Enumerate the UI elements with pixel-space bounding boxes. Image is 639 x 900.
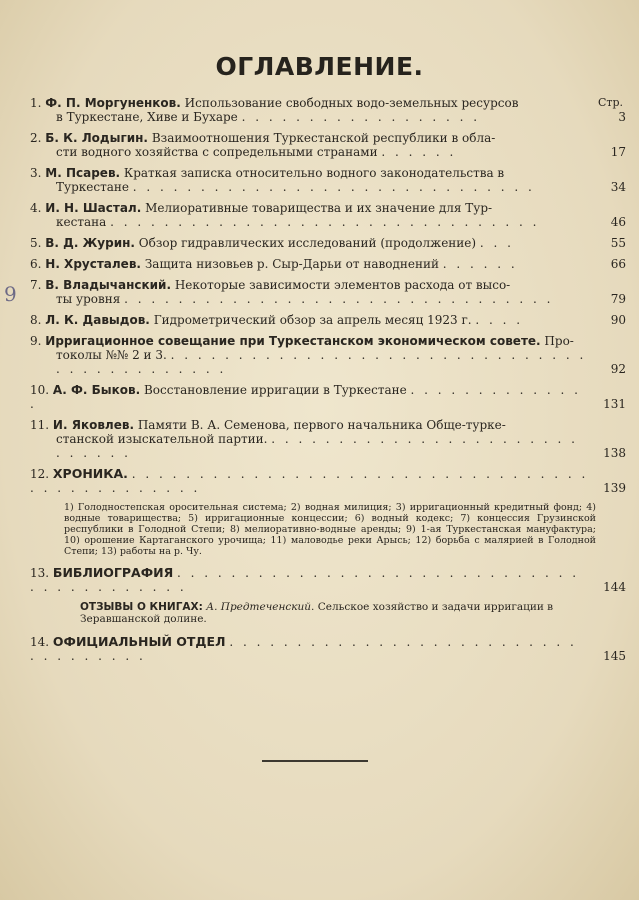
entry-title-cont: ты уровня <box>56 292 121 306</box>
entry-title: Краткая записка относительно водного законодательства в <box>123 166 505 180</box>
entry-author: Н. Хрусталев. <box>45 257 141 271</box>
entry-number: 7. <box>30 278 42 292</box>
entry-title: Мелиоративные товарищества и их значение для Тур- <box>145 201 493 215</box>
entry-author: А. Ф. Быков. <box>52 383 141 397</box>
entry-author: Ф. П. Моргуненков. <box>45 96 181 110</box>
entry-page: 66 <box>610 257 626 271</box>
entry-page: 144 <box>603 580 626 594</box>
entry-author: И. Яковлев. <box>52 418 135 432</box>
entry-number: 6. <box>30 257 42 271</box>
entry-title: Некоторые зависимости элементов расхода от высо- <box>174 278 511 292</box>
book-reviews <box>80 601 596 625</box>
entry-page: 138 <box>603 446 626 460</box>
entry-title: Про- <box>544 334 574 348</box>
entry-title: Гидрометрический обзор за апрель месяц 1923 г. <box>153 313 472 327</box>
section-heading: ОФИЦИАЛЬНЫЙ ОТДЕЛ <box>52 634 226 649</box>
chronicle-contents: 1) Голодностепская оросительная система; 2) водная милиция; 3) ирригационный кредитный фонд; 4) водные товарищества; 5) ирригационные концессии; 6) водный кодекс; 7) концессия Грузинской республики в Голодной Степи; 8) мелиоративно-водные аренды; 9) 1-ая Туркестанская мануфактура; 10) орошение Картаганского урочища; 11) маловодье реки Арысь; 12) борьба с малярией в Голодной Степи; 13) работы на р. Чу. <box>64 502 596 557</box>
toc-entry[interactable]: 6. Н. Хрусталев. Защита низовьев р. Сыр-Дарьи от наводнений . . . . . . 66 <box>30 257 626 271</box>
entry-page: 3 <box>618 110 626 124</box>
entry-number: 13. <box>30 566 50 580</box>
toc-entry[interactable]: 11. И. Яковлев. Памяти В. А. Семенова, первого начальника Обще-турке- станской изыскательной партии. . . . . . . . . . . . . . . . . . . . . . . . . . . . . . 138 <box>30 418 626 460</box>
toc-entry-official[interactable]: 14. ОФИЦИАЛЬНЫЙ ОТДЕЛ . . . . . . . . . . . . . . . . . . . . . . . . . . . . . . . . . . . 145 <box>30 634 626 663</box>
entry-page: 17 <box>610 145 626 159</box>
entry-author: Л. К. Давыдов. <box>45 313 150 327</box>
entry-page: 90 <box>610 313 626 327</box>
margin-pencil-mark: 9 <box>4 282 17 306</box>
entry-heading: Ирригационное совещание при Туркестанском экономическом совете. <box>45 334 541 348</box>
entry-number: 3. <box>30 166 42 180</box>
entry-author: В. Владычанский. <box>45 278 171 292</box>
entry-page: 131 <box>603 397 626 411</box>
review-author: А. Предтеченский. <box>206 601 315 613</box>
entry-page: 139 <box>603 481 626 495</box>
toc-entry[interactable]: 9. Ирригационное совещание при Туркестанском экономическом совете. Про- токолы №№ 2 и 3. . . . . . . . . . . . . . . . . . . . . . . . . . . . . . . . . . . . . . . . . . . . . 92 <box>30 334 626 376</box>
entry-page: 46 <box>610 215 626 229</box>
review-label: ОТЗЫВЫ О КНИГАХ: <box>80 601 203 613</box>
toc-entry[interactable]: 10. А. Ф. Быков. Восстановление ирригации в Туркестане . . . . . . . . . . . . . . 131 <box>30 383 626 411</box>
entry-title: Взаимоотношения Туркестанской республики в обла- <box>151 131 496 145</box>
entry-number: 5. <box>30 236 42 250</box>
toc-entry-chronicle[interactable]: 12. ХРОНИКА. . . . . . . . . . . . . . . . . . . . . . . . . . . . . . . . . . . . . . . . . . . . . . . . 139 <box>30 466 626 495</box>
entry-page: 34 <box>610 180 626 194</box>
entry-title: Памяти В. А. Семенова, первого начальника Обще-турке- <box>137 418 506 432</box>
entry-title-cont: токолы №№ 2 и 3. <box>56 348 167 362</box>
entry-title-cont: станской изыскательной партии. <box>56 432 268 446</box>
section-heading: БИБЛИОГРАФИЯ <box>52 565 174 580</box>
entry-number: 1. <box>30 96 42 110</box>
entry-author: И. Н. Шастал. <box>45 201 142 215</box>
entry-page: 79 <box>610 292 626 306</box>
entry-number: 4. <box>30 201 42 215</box>
entry-title: Восстановление ирригации в Туркестане <box>143 383 407 397</box>
entry-number: 11. <box>30 418 50 432</box>
toc-entry[interactable]: 1. Ф. П. Моргуненков. Использование свободных водо-земельных ресурсов в Туркестане, Хиве и Бухаре . . . . . . . . . . . . . . . . . . 3 <box>30 96 626 124</box>
entry-number: 12. <box>30 467 50 481</box>
page-title: ОГЛАВЛЕНИЕ. <box>215 52 424 81</box>
closing-rule <box>262 760 368 762</box>
entry-title-cont: Туркестане <box>56 180 129 194</box>
entry-author: В. Д. Журин. <box>45 236 135 250</box>
review-text: Сельское хозяйство и задачи ирригации в Зеравшанской долине. <box>80 601 554 625</box>
entry-author: М. Псарев. <box>45 166 121 180</box>
entry-number: 8. <box>30 313 42 327</box>
entry-page: 92 <box>610 362 626 376</box>
page-column-label: Стр. <box>597 96 623 109</box>
entry-title-cont: кестана <box>56 215 107 229</box>
entry-title: Обзор гидравлических исследований (продолжение) <box>138 236 477 250</box>
entry-title-cont: в Туркестане, Хиве и Бухаре <box>56 110 238 124</box>
toc-entry[interactable]: 7. В. Владычанский. Некоторые зависимости элементов расхода от высо- ты уровня . . . . . . . . . . . . . . . . . . . . . . . . . . . . . . . . 79 <box>30 278 626 306</box>
toc-entry[interactable]: 3. М. Псарев. Краткая записка относительно водного законодательства в Туркестане . . . . . . . . . . . . . . . . . . . . . . . . . . . . . . 34 <box>30 166 626 194</box>
entry-number: 10. <box>30 383 50 397</box>
entry-number: 9. <box>30 334 42 348</box>
toc-entry-bibliography[interactable]: 13. БИБЛИОГРАФИЯ . . . . . . . . . . . . . . . . . . . . . . . . . . . . . . . . . . . . . . . . . . 144 <box>30 565 626 594</box>
entry-number: 2. <box>30 131 42 145</box>
table-of-contents <box>30 96 626 670</box>
toc-entry[interactable]: 4. И. Н. Шастал. Мелиоративные товарищества и их значение для Тур- кестана . . . . . . . . . . . . . . . . . . . . . . . . . . . . . . . . 46 <box>30 201 626 229</box>
entry-page: 145 <box>603 649 626 663</box>
entry-title-cont: сти водного хозяйства с сопредельными странами <box>56 145 378 159</box>
toc-entry[interactable]: 8. Л. К. Давыдов. Гидрометрический обзор за апрель месяц 1923 г. . . . . 90 <box>30 313 626 327</box>
entry-number: 14. <box>30 635 50 649</box>
entry-title: Использование свободных водо-земельных ресурсов <box>184 96 519 110</box>
entry-page: 55 <box>610 236 626 250</box>
toc-entry[interactable]: 2. Б. К. Лодыгин. Взаимоотношения Туркестанской республики в обла- сти водного хозяйства с сопредельными странами . . . . . . 17 <box>30 131 626 159</box>
section-heading: ХРОНИКА. <box>52 466 128 481</box>
toc-entry[interactable]: 5. В. Д. Журин. Обзор гидравлических исследований (продолжение) . . . 55 <box>30 236 626 250</box>
entry-author: Б. К. Лодыгин. <box>45 131 148 145</box>
entry-title: Защита низовьев р. Сыр-Дарьи от наводнений <box>144 257 439 271</box>
